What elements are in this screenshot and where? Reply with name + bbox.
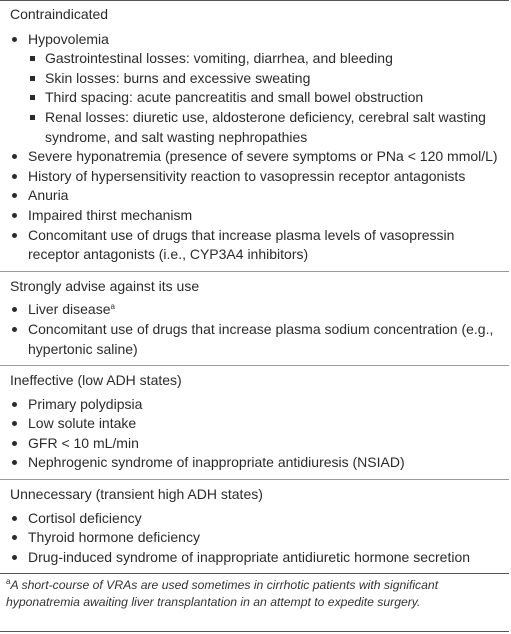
section-strongly-advise-against — [0, 271, 509, 365]
list-item — [10, 30, 499, 148]
section-heading: Strongly advise against its use — [10, 277, 200, 294]
list-item: Drug-induced syndrome of inappropriate antidiuretic hormone secretion — [10, 548, 499, 568]
list-item: Severe hyponatremia (presence of severe symptoms or PNa < 120 mmol/L) — [10, 147, 499, 167]
section-contraindicated — [0, 1, 509, 271]
list-item: Impaired thirst mechanism — [10, 206, 499, 226]
section-unnecessary — [0, 479, 509, 573]
footnote-text: A short-course of VRAs are used sometimes in cirrhotic patients with significant hyponatremia awaiting liver transplantation in an attempt to expedite surgery. — [6, 578, 439, 610]
list-item: Low solute intake — [10, 414, 499, 434]
list-item: Nephrogenic syndrome of inappropriate antidiuresis (NSIAD) — [10, 453, 499, 473]
sub-list-item: Renal losses: diuretic use, aldosterone deficiency, cerebral salt wasting syndrome, and salt wasting nephropathies — [28, 108, 499, 147]
section-heading: Unnecessary (transient high ADH states) — [10, 486, 263, 503]
sub-list — [28, 49, 499, 147]
list-item: Cortisol deficiency — [10, 509, 499, 529]
sub-list-item: Third spacing: acute pancreatitis and small bowel obstruction — [28, 88, 499, 108]
list-item: GFR < 10 mL/min — [10, 434, 499, 454]
footnote-marker: a — [110, 302, 115, 312]
list-item — [10, 300, 499, 320]
list-item-text: Hypovolemia — [28, 30, 109, 47]
bullet-list — [10, 300, 499, 359]
list-item: Concomitant use of drugs that increase plasma sodium concentration (e.g., hypertonic saline) — [10, 320, 499, 359]
list-item-text: Liver disease — [28, 301, 111, 318]
section-heading: Contraindicated — [10, 6, 109, 22]
list-item: Thyroid hormone deficiency — [10, 528, 499, 548]
footnote-marker: a — [6, 577, 11, 587]
list-item: Primary polydipsia — [10, 395, 499, 415]
bullet-list — [10, 30, 499, 265]
list-item: History of hypersensitivity reaction to vasopressin receptor antagonists — [10, 167, 499, 187]
list-item: Concomitant use of drugs that increase plasma levels of vasopressin receptor antagonists (i.e., CYP3A4 inhibitors) — [10, 226, 499, 265]
list-item: Anuria — [10, 186, 499, 206]
table-footnote — [0, 573, 509, 611]
section-heading: Ineffective (low ADH states) — [10, 372, 182, 389]
bullet-list — [10, 395, 499, 473]
sub-list-item: Skin losses: burns and excessive sweating — [28, 69, 499, 89]
bullet-list — [10, 509, 499, 568]
sub-list-item: Gastrointestinal losses: vomiting, diarrhea, and bleeding — [28, 49, 499, 69]
section-ineffective — [0, 365, 509, 479]
